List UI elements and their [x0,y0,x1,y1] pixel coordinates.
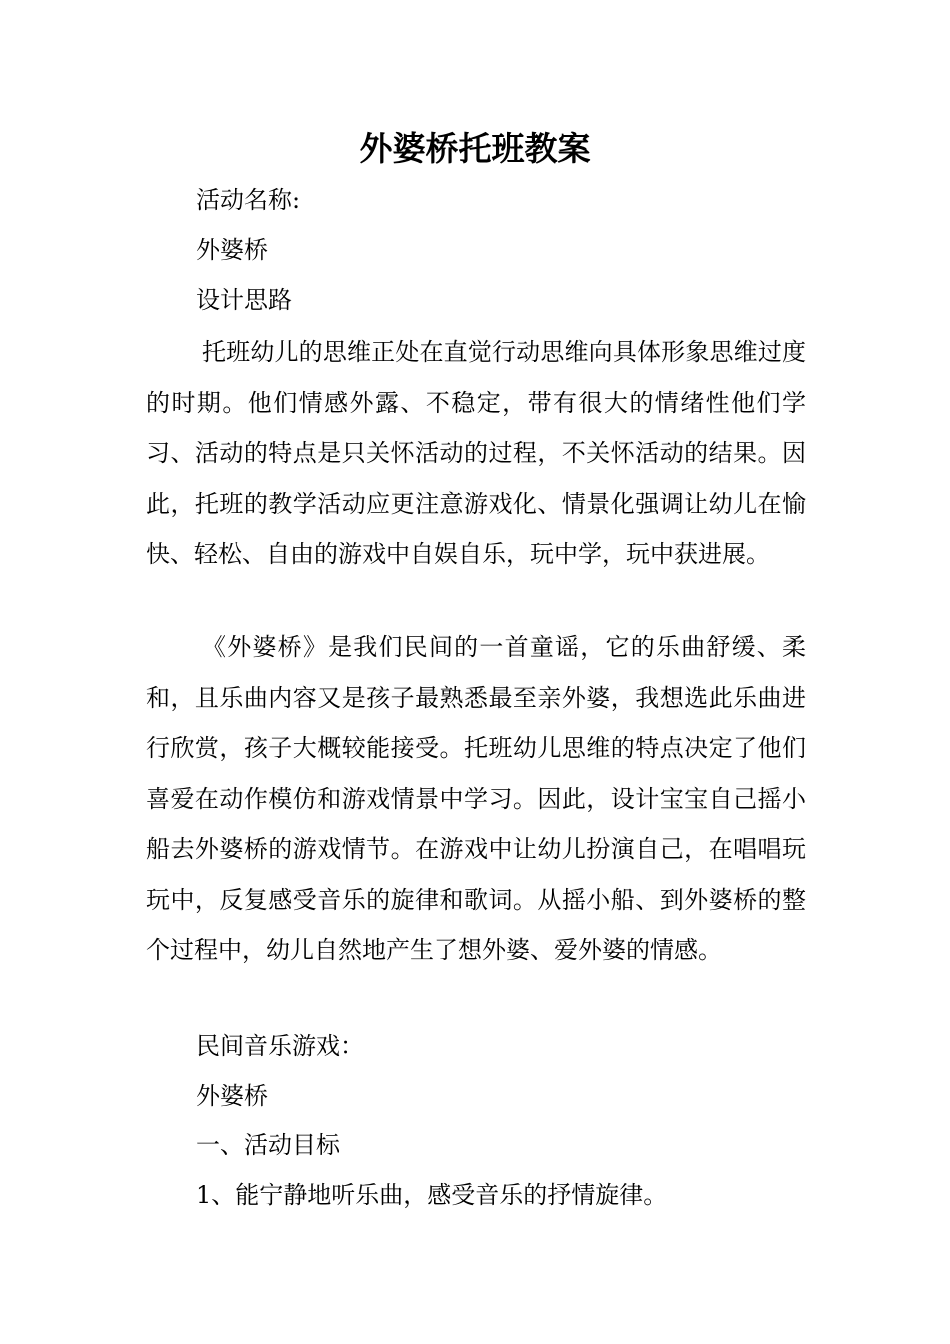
music-game-label: 民间音乐游戏： [196,1032,364,1060]
goal-item-1: 1、能宁静地听乐曲，感受音乐的抒情旋律。 [196,1181,668,1209]
design-paragraph-2: 《外婆桥》是我们民间的一首童谣，它的乐曲舒缓、柔和，且乐曲内容又是孩子最熟悉最至亲外婆，我想选此乐曲进行欣赏，孩子大概较能接受。托班幼儿思维的特点决定了他们喜爱在动作模仿和游戏情景中学习。因此，设计宝宝自己摇小船去外婆桥的游戏情节。在游戏中让幼儿扮演自己，在唱唱玩玩中，反复感受音乐的旋律和歌词。从摇小船、到外婆桥的整个过程中，幼儿自然地产生了想外婆、爱外婆的情感。 [146,633,806,964]
design-paragraph-1: 托班幼儿的思维正处在直觉行动思维向具体形象思维过度的时期。他们情感外露、不稳定，带有很大的情绪性他们学习、活动的特点是只关怀活动的过程，不关怀活动的结果。因此，托班的教学活动应更注意游戏化、情景化强调让幼儿在愉快、轻松、自由的游戏中自娱自乐，玩中学，玩中获进展。 [146,338,806,568]
design-heading: 设计思路 [196,286,292,314]
activity-name-label: 活动名称: [196,186,301,214]
document-title: 外婆桥托班教案 [359,129,591,168]
goals-heading: 一、活动目标 [196,1131,340,1159]
activity-name: 外婆桥 [196,236,268,264]
music-game-name: 外婆桥 [196,1082,268,1110]
